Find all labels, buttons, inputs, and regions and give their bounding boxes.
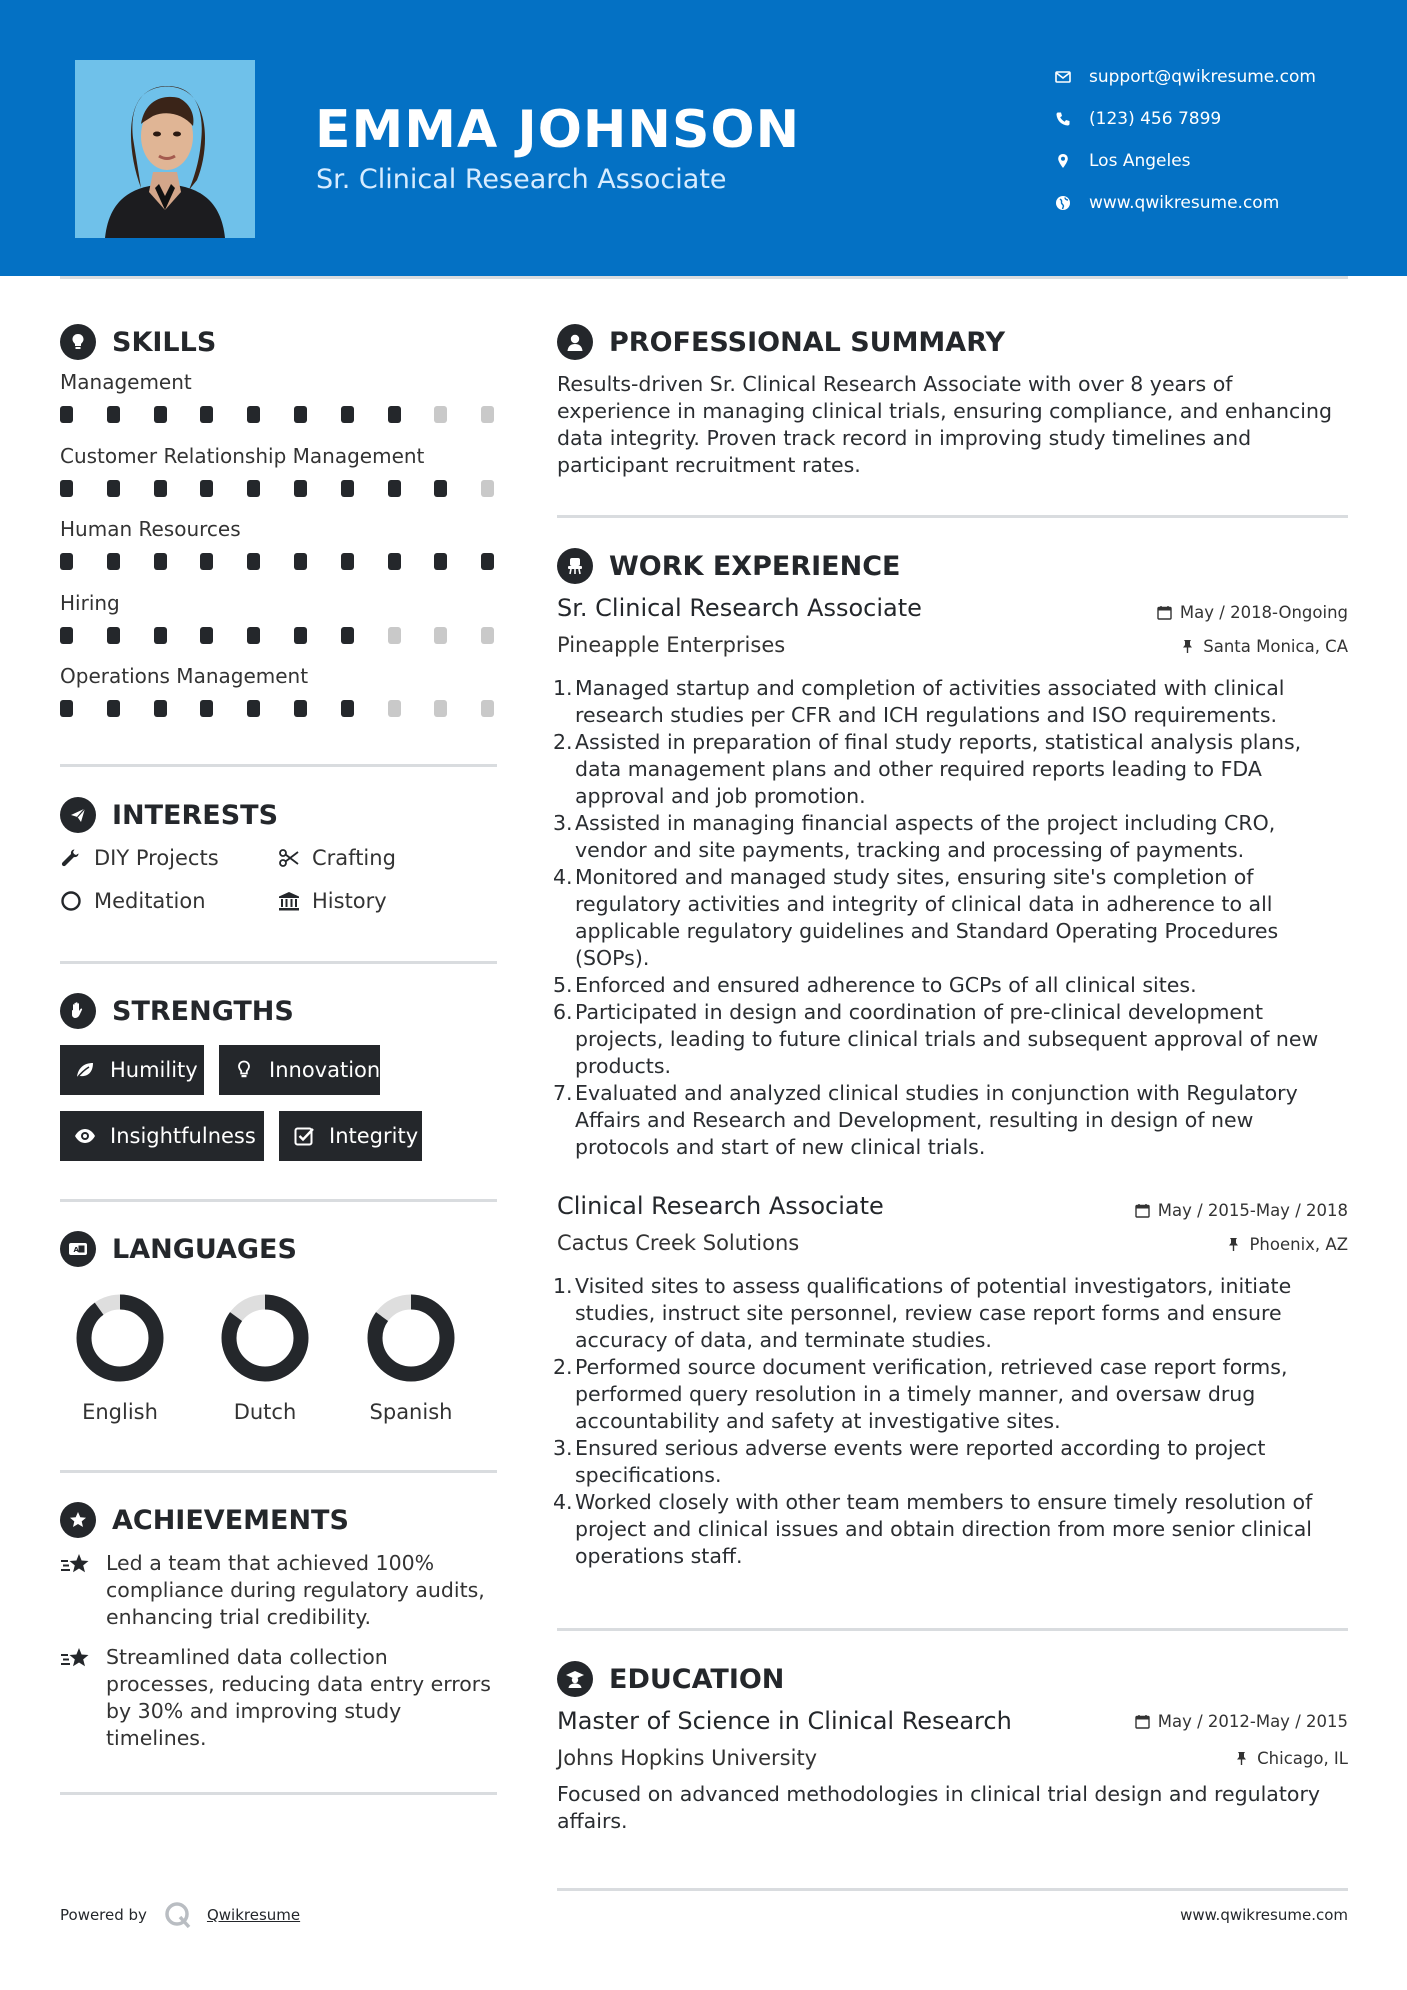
strengths-heading <box>60 993 294 1029</box>
skill-dot-filled <box>341 627 354 644</box>
list-item-text: Ensured serious adverse events were reported according to project specifications. <box>575 1436 1266 1487</box>
achievement-item <box>60 1644 500 1752</box>
qwikresume-logo-icon <box>163 1900 193 1930</box>
skill-name: Hiring <box>60 591 120 615</box>
contact-location <box>1055 140 1385 182</box>
skill-dot-filled <box>200 700 213 717</box>
skill-dot-filled <box>154 406 167 423</box>
language-donut <box>367 1294 455 1382</box>
skill-dot-filled <box>247 700 260 717</box>
contact-location-text: Los Angeles <box>1089 151 1191 171</box>
skill-rating <box>60 627 500 647</box>
job-location-text: Santa Monica, CA <box>1203 637 1348 656</box>
list-item-text: Participated in design and coordination of pre-clinical development projects, leading to future clinical trials and subsequent approval of new products. <box>575 1000 1319 1078</box>
skill-dot-filled <box>107 480 120 497</box>
job-location <box>1180 637 1348 656</box>
skill-rating <box>60 553 500 573</box>
job-bullets <box>553 1273 1347 1570</box>
skill-name: Human Resources <box>60 517 241 541</box>
skill-dot-filled <box>341 480 354 497</box>
star-icon <box>60 1552 92 1580</box>
list-number: 2. <box>553 730 573 754</box>
skill-dot-filled <box>247 480 260 497</box>
skill-dot-filled <box>294 553 307 570</box>
circle-icon <box>60 890 82 912</box>
bank-icon <box>278 890 300 912</box>
check-square-icon <box>293 1125 315 1147</box>
skill-dot-filled <box>200 553 213 570</box>
skill-rating <box>60 700 500 720</box>
interest-label: History <box>312 889 387 913</box>
list-item-text: Enforced and ensured adherence to GCPs of all clinical sites. <box>575 973 1197 997</box>
skill-dot-filled <box>247 553 260 570</box>
education-title: EDUCATION <box>609 1663 785 1695</box>
language-item <box>351 1294 471 1424</box>
pushpin-icon <box>1180 639 1195 654</box>
language-label: Spanish <box>369 1400 453 1424</box>
skill-dot-filled <box>60 700 73 717</box>
list-number: 3. <box>553 1436 573 1460</box>
skill-dot-empty <box>481 700 494 717</box>
language-label: English <box>82 1400 158 1424</box>
job-company: Cactus Creek Solutions <box>557 1231 800 1255</box>
skill-item <box>60 591 500 647</box>
strength-tag <box>279 1111 422 1161</box>
leaf-icon <box>74 1059 96 1081</box>
language-item <box>205 1294 325 1424</box>
list-number: 1. <box>553 1274 573 1298</box>
interest-item <box>60 846 219 870</box>
strength-label: Humility <box>110 1058 198 1082</box>
skill-item <box>60 517 500 573</box>
skill-dot-filled <box>481 553 494 570</box>
skill-dot-filled <box>294 627 307 644</box>
interests-heading <box>60 797 278 833</box>
skill-rating <box>60 480 500 500</box>
skill-dot-filled <box>107 700 120 717</box>
section-divider <box>60 1792 497 1795</box>
interest-item <box>60 889 206 913</box>
candidate-name: EMMA JOHNSON <box>315 100 801 160</box>
skill-dot-filled <box>200 480 213 497</box>
list-item <box>553 999 1347 1080</box>
skill-dot-filled <box>294 406 307 423</box>
job-date <box>1157 603 1348 622</box>
skill-dot-empty <box>481 406 494 423</box>
education-school: Johns Hopkins University <box>557 1746 818 1770</box>
skill-dot-filled <box>60 406 73 423</box>
skill-dot-filled <box>247 627 260 644</box>
section-divider <box>557 515 1348 518</box>
list-number: 6. <box>553 1000 573 1024</box>
skill-item <box>60 370 500 426</box>
contact-phone[interactable] <box>1055 98 1385 140</box>
graduate-icon <box>557 1661 593 1697</box>
job-title: Clinical Research Associate <box>557 1192 884 1220</box>
section-divider <box>60 764 497 767</box>
interest-item <box>278 846 396 870</box>
summary-title: PROFESSIONAL SUMMARY <box>609 326 1006 358</box>
strength-tag <box>219 1045 380 1095</box>
languages-heading <box>60 1231 297 1267</box>
language-donut-fill <box>84 1302 156 1374</box>
skill-dot-empty <box>388 627 401 644</box>
profile-photo <box>75 60 255 238</box>
list-item-text: Monitored and managed study sites, ensuring site's completion of regulatory activities and integrity of clinical data in adherence to all applicable regulatory guidelines and Standard Operating Procedures (SOPs). <box>575 865 1279 970</box>
experience-title: WORK EXPERIENCE <box>609 550 901 582</box>
calendar-icon <box>1135 1714 1150 1729</box>
interest-label: Crafting <box>312 846 396 870</box>
job-company: Pineapple Enterprises <box>557 633 786 657</box>
achievements-title: ACHIEVEMENTS <box>112 1504 349 1536</box>
language-item <box>60 1294 180 1424</box>
contact-website[interactable] <box>1055 182 1385 224</box>
skill-dot-filled <box>154 553 167 570</box>
strength-label: Innovation <box>269 1058 381 1082</box>
list-item <box>553 864 1347 972</box>
skill-dot-empty <box>481 627 494 644</box>
list-item <box>553 1273 1347 1354</box>
contact-phone-text: (123) 456 7899 <box>1089 109 1222 129</box>
list-item <box>553 1080 1347 1161</box>
globe-icon <box>1055 195 1071 211</box>
education-date <box>1135 1712 1348 1731</box>
skill-dot-filled <box>60 480 73 497</box>
star-badge-icon <box>60 1502 96 1538</box>
contact-email[interactable] <box>1055 56 1385 98</box>
education-degree: Master of Science in Clinical Research <box>557 1707 1012 1735</box>
skill-dot-filled <box>60 627 73 644</box>
strength-label: Integrity <box>329 1124 419 1148</box>
job-title: Sr. Clinical Research Associate <box>557 594 922 622</box>
strength-tag <box>60 1111 264 1161</box>
skill-dot-filled <box>341 700 354 717</box>
powered-by-text: Powered by <box>60 1906 147 1924</box>
education-date-text: May / 2012-May / 2015 <box>1157 1712 1348 1731</box>
svg-text:A: A <box>73 1246 79 1254</box>
list-number: 3. <box>553 811 573 835</box>
job-location <box>1226 1235 1348 1254</box>
phone-icon <box>1055 111 1071 127</box>
list-number: 4. <box>553 1490 573 1514</box>
education-location-text: Chicago, IL <box>1257 1749 1348 1768</box>
skill-dot-filled <box>154 700 167 717</box>
job-date <box>1135 1201 1348 1220</box>
chair-icon <box>557 548 593 584</box>
list-number: 2. <box>553 1355 573 1379</box>
list-item-text: Managed startup and completion of activities associated with clinical research studies per CFR and ICH regulations and ISO requirements. <box>575 676 1285 727</box>
header-divider <box>60 276 1348 279</box>
list-number: 7. <box>553 1081 573 1105</box>
language-donut <box>221 1294 309 1382</box>
list-item-text: Performed source document verification, retrieved case report forms, performed query resolution in a timely manner, and oversaw drug accountability and safety at investigative sites. <box>575 1355 1288 1433</box>
skill-dot-filled <box>388 553 401 570</box>
skill-dot-filled <box>294 480 307 497</box>
job-date-text: May / 2018-Ongoing <box>1179 603 1348 622</box>
calendar-icon <box>1157 605 1172 620</box>
achievement-text: Streamlined data collection processes, reducing data entry errors by 30% and improving study timelines. <box>106 1645 491 1750</box>
pushpin-icon <box>1234 1751 1249 1766</box>
user-icon <box>557 324 593 360</box>
skill-dot-filled <box>434 553 447 570</box>
skill-dot-empty <box>434 627 447 644</box>
avatar <box>75 60 255 238</box>
contact-email-text: support@qwikresume.com <box>1089 67 1316 87</box>
list-number: 1. <box>553 676 573 700</box>
skill-dot-empty <box>388 700 401 717</box>
skill-name: Customer Relationship Management <box>60 444 425 468</box>
achievements-heading <box>60 1502 349 1538</box>
skill-dot-empty <box>434 700 447 717</box>
skill-dot-filled <box>388 406 401 423</box>
scissors-icon <box>278 847 300 869</box>
list-number: 5. <box>553 973 573 997</box>
list-item-text: Assisted in preparation of final study reports, statistical analysis plans, data management plans and other required reports leading to FDA approval and job promotion. <box>575 730 1302 808</box>
list-item-text: Visited sites to assess qualifications of potential investigators, initiate studies, instruct site personnel, review case report forms and ensure accuracy of data, and terminate studies. <box>575 1274 1292 1352</box>
skills-heading <box>60 324 216 360</box>
interests-title: INTERESTS <box>112 799 279 831</box>
skill-dot-filled <box>434 480 447 497</box>
footer-powered-by <box>60 1900 300 1930</box>
section-divider <box>60 1199 497 1202</box>
contact-website-text: www.qwikresume.com <box>1089 193 1280 213</box>
brand-link[interactable]: Qwikresume <box>206 1906 301 1924</box>
list-item <box>553 810 1347 864</box>
contact-list <box>1055 56 1385 224</box>
strength-tag <box>60 1045 204 1095</box>
skill-dot-filled <box>107 406 120 423</box>
skills-title: SKILLS <box>112 326 217 358</box>
candidate-role: Sr. Clinical Research Associate <box>316 164 727 195</box>
interest-label: DIY Projects <box>94 846 219 870</box>
skill-name: Operations Management <box>60 664 309 688</box>
list-item <box>553 1489 1347 1570</box>
list-item <box>553 1354 1347 1435</box>
calendar-icon <box>1135 1203 1150 1218</box>
skill-dot-filled <box>154 627 167 644</box>
language-donut <box>76 1294 164 1382</box>
list-item-text: Assisted in managing financial aspects of the project including CRO, vendor and site payments, tracking and processing of payments. <box>575 811 1276 862</box>
job-bullets <box>553 675 1347 1161</box>
eye-icon <box>74 1125 96 1147</box>
skill-dot-empty <box>481 480 494 497</box>
language-label: Dutch <box>233 1400 297 1424</box>
skill-dot-filled <box>107 553 120 570</box>
job-date-text: May / 2015-May / 2018 <box>1157 1201 1348 1220</box>
skill-dot-filled <box>341 406 354 423</box>
strength-label: Insightfulness <box>110 1124 256 1148</box>
hand-icon <box>60 993 96 1029</box>
pushpin-icon <box>1226 1237 1241 1252</box>
summary-text: Results-driven Sr. Clinical Research Associate with over 8 years of experience in managing clinical trials, ensuring compliance, and enhancing data integrity. Proven track record in improving study timelines and participant recruitment rates. <box>557 372 1332 477</box>
skill-rating <box>60 406 500 426</box>
list-item <box>553 1435 1347 1489</box>
list-item-text: Evaluated and analyzed clinical studies in conjunction with Regulatory Affairs and Research and Development, resulting in design of new protocols and start of new clinical trials. <box>575 1081 1298 1159</box>
achievement-text: Led a team that achieved 100% compliance during regulatory audits, enhancing trial credibility. <box>106 1551 485 1629</box>
experience-heading <box>557 548 900 584</box>
list-item-text: Worked closely with other team members to ensure timely resolution of project and clinical issues and obtain direction from more senior clinical operations staff. <box>575 1490 1313 1568</box>
interest-label: Meditation <box>94 889 206 913</box>
footer-website[interactable]: www.qwikresume.com <box>1180 1906 1348 1924</box>
wrench-icon <box>60 847 82 869</box>
section-divider <box>60 961 497 964</box>
section-divider <box>557 1628 1348 1631</box>
location-pin-icon <box>1055 153 1071 169</box>
skill-dot-filled <box>247 406 260 423</box>
resume-header <box>0 0 1407 276</box>
lightbulb-icon <box>60 324 96 360</box>
job-location-text: Phoenix, AZ <box>1249 1235 1348 1254</box>
education-location <box>1234 1749 1348 1768</box>
skill-dot-empty <box>434 406 447 423</box>
education-description: Focused on advanced methodologies in clinical trial design and regulatory affairs. <box>557 1782 1321 1833</box>
achievement-item <box>60 1550 500 1631</box>
skill-dot-filled <box>107 627 120 644</box>
languages-title: LANGUAGES <box>112 1233 297 1265</box>
section-divider <box>557 1888 1348 1891</box>
language-icon <box>60 1231 96 1267</box>
strengths-title: STRENGTHS <box>112 995 294 1027</box>
list-item <box>553 972 1347 999</box>
star-icon <box>60 1646 92 1674</box>
skill-dot-filled <box>200 406 213 423</box>
list-item <box>553 729 1347 810</box>
envelope-icon <box>1055 69 1071 85</box>
education-heading <box>557 1661 784 1697</box>
skill-item <box>60 444 500 500</box>
list-number: 4. <box>553 865 573 889</box>
skill-item <box>60 664 500 720</box>
lightbulb-icon <box>233 1059 255 1081</box>
paper-plane-icon <box>60 797 96 833</box>
skill-dot-filled <box>341 553 354 570</box>
skill-dot-filled <box>388 480 401 497</box>
skill-dot-filled <box>294 700 307 717</box>
skill-dot-filled <box>200 627 213 644</box>
summary-heading <box>557 324 1005 360</box>
section-divider <box>60 1470 497 1473</box>
skill-dot-filled <box>60 553 73 570</box>
skill-name: Management <box>60 370 192 394</box>
skill-dot-filled <box>154 480 167 497</box>
interest-item <box>278 889 387 913</box>
list-item <box>553 675 1347 729</box>
